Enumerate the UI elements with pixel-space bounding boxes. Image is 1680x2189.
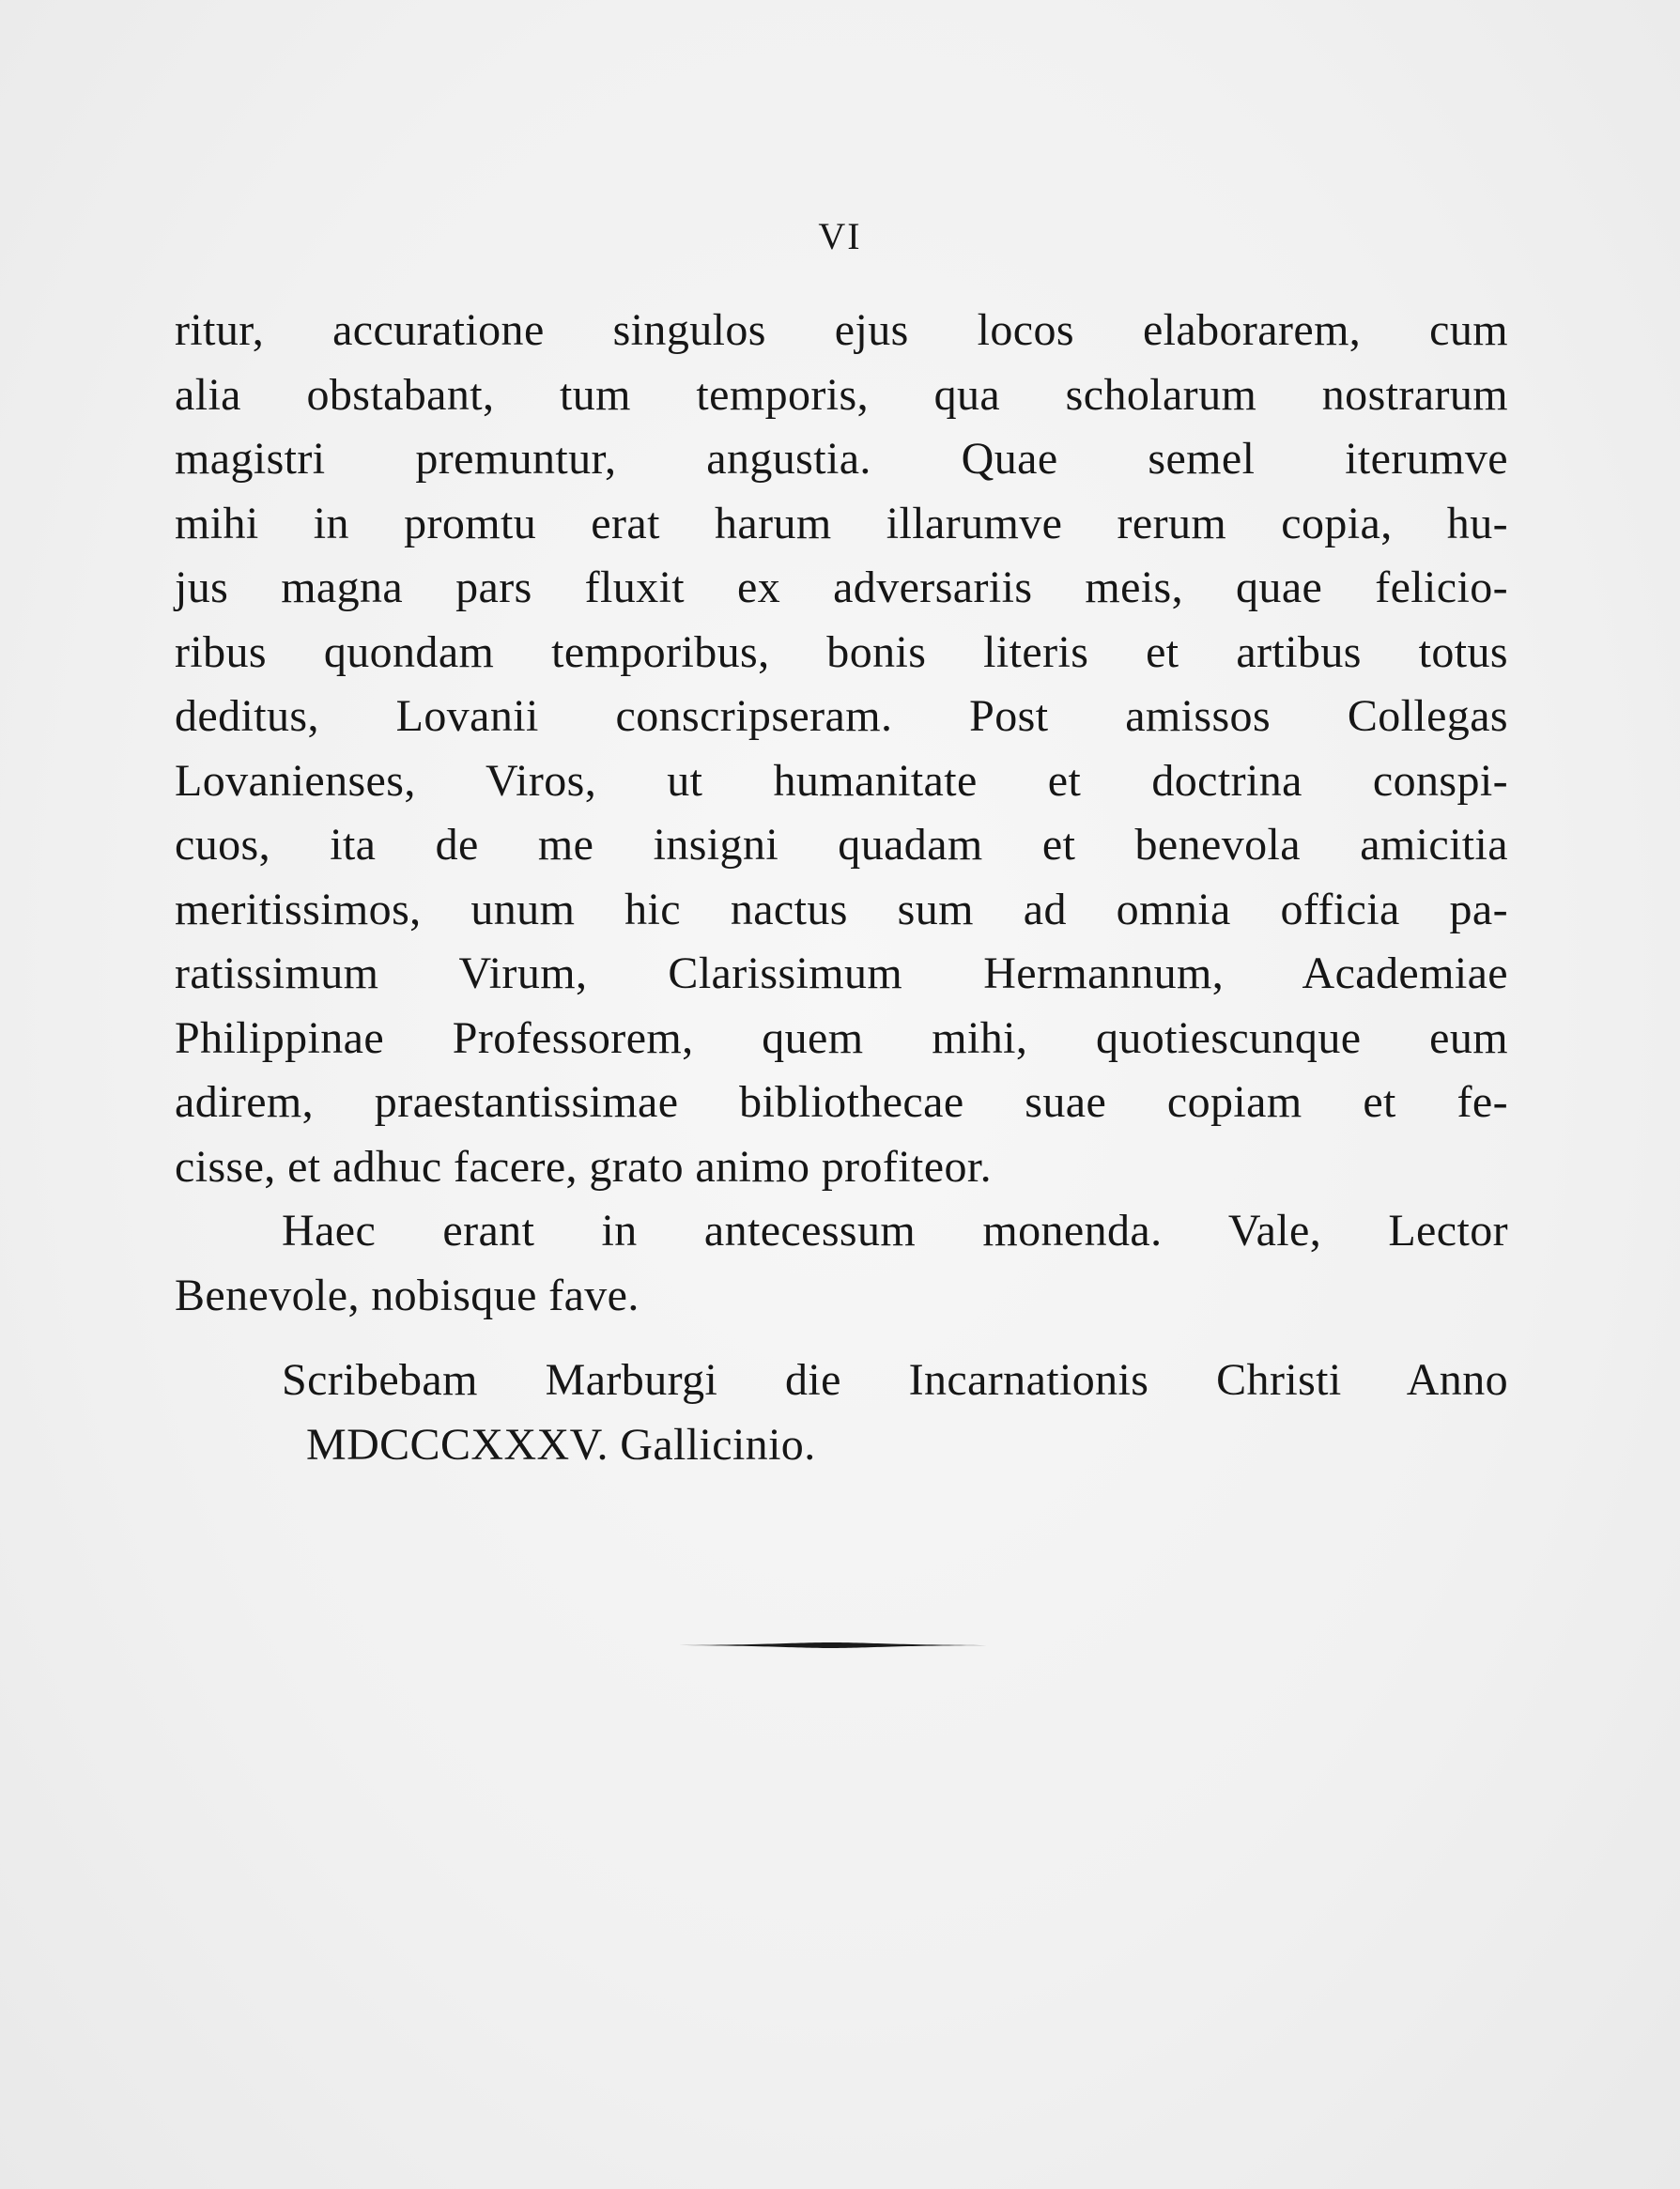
text-line: MDCCCXXXV. Gallicinio. bbox=[306, 1419, 816, 1470]
text-line: jus magna pars fluxit ex adversariis meis, quae felicio- bbox=[175, 563, 1508, 612]
paragraph-gap bbox=[175, 1328, 1508, 1349]
text-line: Haec erant in antecessum monenda. Vale, Lector bbox=[282, 1206, 1508, 1256]
text-line: ritur, accuratione singulos ejus locos elaborarem, cum bbox=[175, 305, 1508, 355]
text-line: adirem, praestantissimae bibliothecae suae copiam et fe- bbox=[175, 1077, 1508, 1127]
text-line: cisse, et adhuc facere, grato animo profiteor. bbox=[175, 1141, 993, 1192]
text-line: ribus quondam temporibus, bonis literis et artibus totus bbox=[175, 626, 1508, 677]
text-line: mihi in promtu erat harum illarumve rerum copia, hu- bbox=[175, 498, 1508, 548]
closing-rule bbox=[653, 1642, 1010, 1649]
text-line: ratissimum Virum, Clarissimum Hermannum, Academiae bbox=[175, 948, 1508, 998]
text-line: Lovanienses, Viros, ut humanitate et doctrina conspi- bbox=[175, 755, 1508, 806]
text-line: cuos, ita de me insigni quadam et benevola amicitia bbox=[175, 820, 1508, 870]
page-number: VI bbox=[818, 215, 862, 257]
paragraph-dateline bbox=[175, 1349, 1508, 1477]
text-line: meritissimos, unum hic nactus sum ad omnia officia pa- bbox=[175, 884, 1508, 934]
text-line: magistri premuntur, angustia. Quae semel iterumve bbox=[175, 434, 1508, 484]
text-line: alia obstabant, tum temporis, qua scholarum nostrarum bbox=[175, 369, 1508, 420]
text-line: Benevole, nobisque fave. bbox=[175, 1270, 640, 1320]
text-line: Philippinae Professorem, quem mihi, quotiescunque eum bbox=[175, 1012, 1508, 1063]
paragraph-preface-end bbox=[175, 299, 1508, 1199]
text-line: Scribebam Marburgi die Incarnationis Christi Anno bbox=[282, 1355, 1508, 1405]
body-text bbox=[175, 299, 1508, 1477]
paragraph-farewell bbox=[175, 1199, 1508, 1328]
text-line: deditus, Lovanii conscripseram. Post amissos Collegas bbox=[175, 691, 1508, 741]
